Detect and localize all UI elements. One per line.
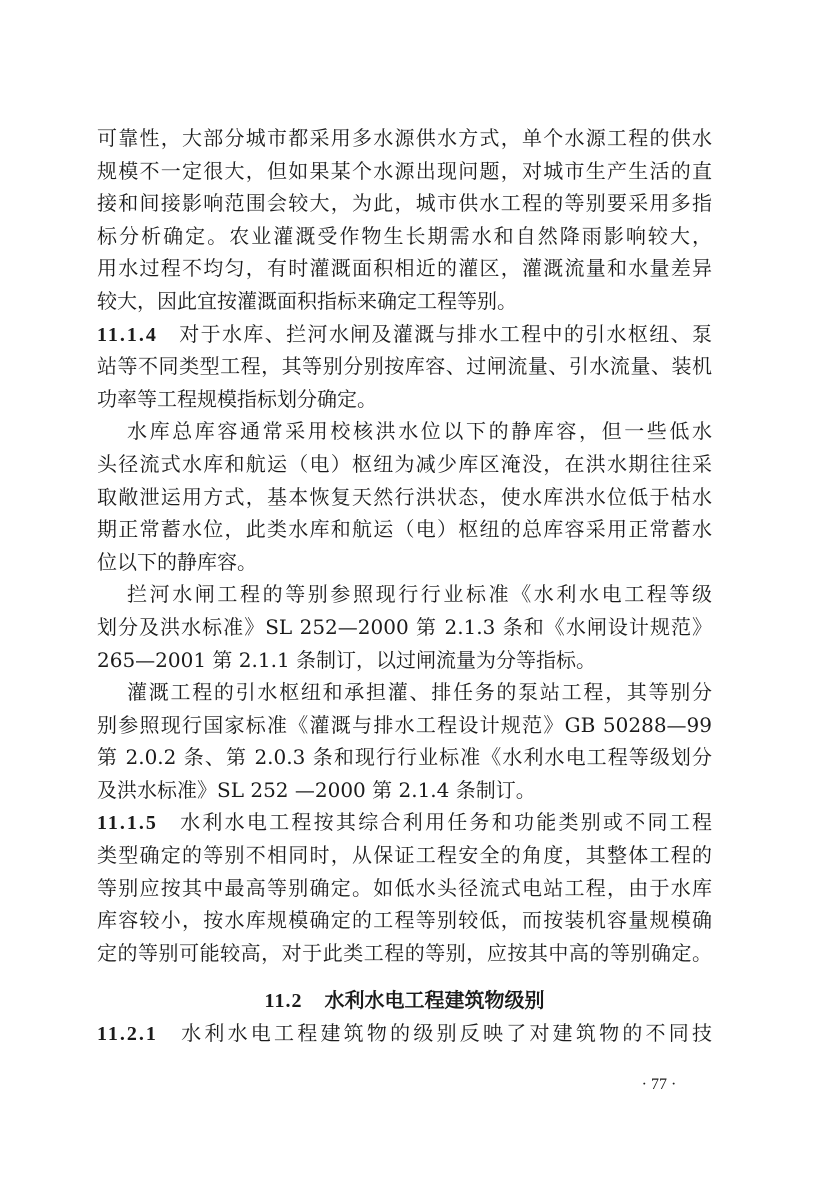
clause-11-1-4-first-line (97, 318, 712, 351)
clause-text: 水利水电工程按其综合利用任务和功能类别或不同工程 (177, 810, 712, 835)
text-line: 期正常蓄水位，此类水库和航运（电）枢纽的总库容采用正常蓄水 (97, 517, 712, 542)
text-line: 规模不一定很大，但如果某个水源出现问题，对城市生产生活的直 (97, 158, 712, 183)
text-line: 取敞泄运用方式，基本恢复天然行洪状态，使水库洪水位低于枯水 (97, 484, 712, 509)
text-line: 类型确定的等别不相同时，从保证工程安全的角度，其整体工程的 (97, 843, 712, 868)
text-line: 标分析确定。农业灌溉受作物生长期需水和自然降雨影响较大， (97, 223, 712, 248)
text-line: 及洪水标准》SL 252 —2000 第 2.1.4 条制订。 (97, 777, 536, 802)
clause-11-2-1-block (97, 1017, 712, 1050)
text-line: 较大，因此宜按灌溉面积指标来确定工程等别。 (97, 288, 517, 313)
text-line: 接和间接影响范围会较大，为此，城市供水工程的等别要采用多指 (97, 191, 712, 216)
clause-11-2-1-first-line (97, 1017, 712, 1050)
text-line: 位以下的静库容。 (97, 549, 257, 574)
text-line: 划分及洪水标准》SL 252—2000 第 2.1.3 条和《水闸设计规范》 (97, 614, 712, 639)
section-number: 11.2 (264, 990, 303, 1012)
paragraph-first-line: 水库总库容通常采用校核洪水位以下的静库容，但一些低水 (127, 419, 712, 444)
text-line: 头径流式水库和航运（电）枢纽为减少库区淹没，在洪水期往往采 (97, 451, 712, 476)
text-line: 可靠性，大部分城市都采用多水源供水方式，单个水源工程的供水 (97, 126, 712, 150)
text-line: 定的等别可能较高，对于此类工程的等别，应按其中高的等别确定。 (97, 940, 712, 965)
page-number: · 77 · (641, 1076, 677, 1093)
clause-number: 11.1.5 (97, 812, 158, 835)
clause-11-1-5-first-line (97, 806, 712, 839)
text-line: 站等不同类型工程，其等别分别按库容、过闸流量、引水流量、装机 (97, 354, 712, 379)
paragraph-first-line: 拦河水闸工程的等别参照现行行业标准《水利水电工程等级 (127, 582, 712, 607)
text-line: 265—2001 第 2.1.1 条制订，以过闸流量为分等指标。 (97, 647, 597, 672)
text-line: 功率等工程规模指标划分确定。 (97, 386, 377, 411)
text-line: 用水过程不均匀，有时灌溉面积相近的灌区，灌溉流量和水量差异 (97, 256, 712, 281)
clause-number: 11.2.1 (97, 1023, 158, 1045)
text-line: 别参照现行国家标准《灌溉与排水工程设计规范》GB 50288—99 (97, 712, 712, 737)
paragraph-first-line: 灌溉工程的引水枢纽和承担灌、排任务的泵站工程，其等别分 (127, 680, 712, 705)
section-heading (97, 984, 712, 1017)
clause-text: 对于水库、拦河水闸及灌溉与排水工程中的引水枢纽、泵 (177, 321, 712, 346)
clause-text: 水利水电工程建筑物的级别反映了对建筑物的不同技 (177, 1021, 712, 1045)
clause-number: 11.1.4 (97, 323, 158, 346)
body-text (97, 122, 712, 969)
text-line: 等别应按其中最高等别确定。如低水头径流式电站工程，由于水库 (97, 875, 712, 900)
text-line: 第 2.0.2 条、第 2.0.3 条和现行行业标准《水利水电工程等级划分 (97, 745, 712, 770)
section-title: 水利水电工程建筑物级别 (324, 988, 545, 1012)
text-line: 库容较小，按水库规模确定的工程等别较低，而按装机容量规模确 (97, 908, 712, 933)
